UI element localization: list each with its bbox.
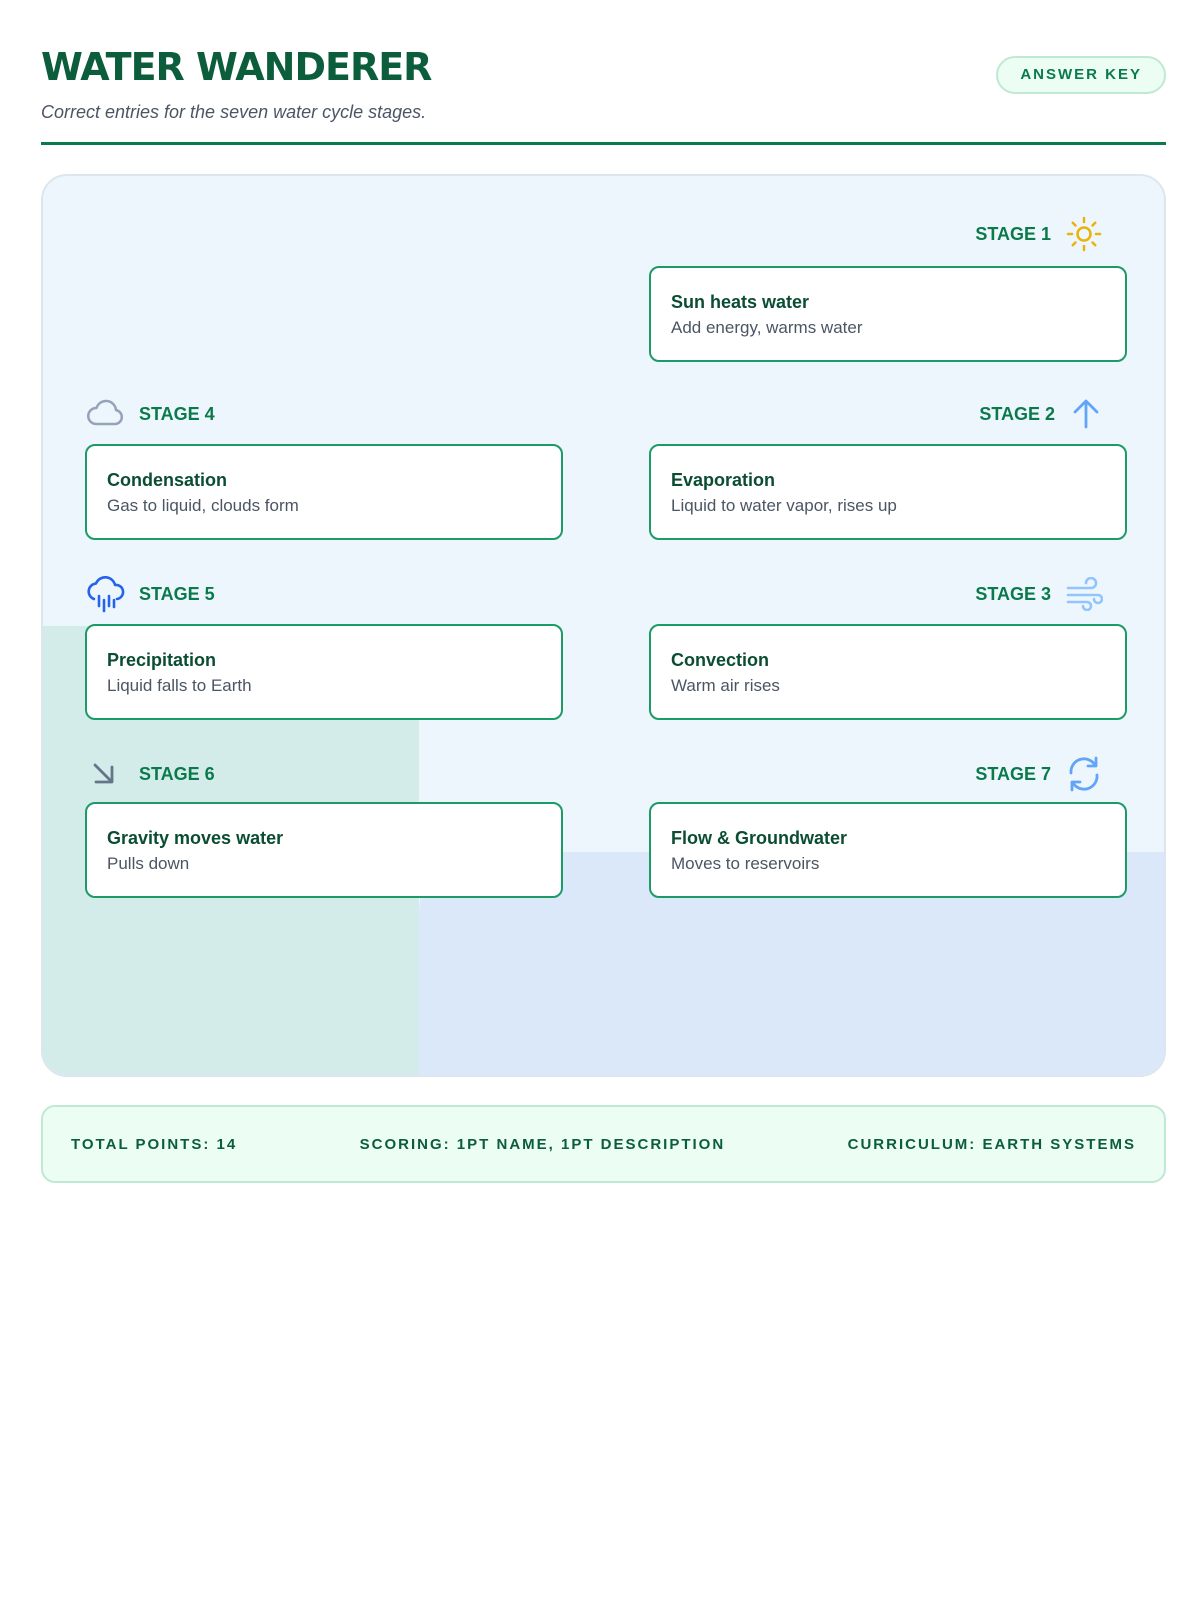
- answer-key-badge: ANSWER KEY: [996, 56, 1166, 94]
- stage-6-name: Gravity moves water: [107, 828, 284, 848]
- stage-7-description: Moves to reservoirs: [671, 854, 820, 873]
- stage-6-description: Pulls down: [107, 854, 190, 873]
- arrow-up-icon: [1069, 397, 1103, 431]
- stage-5-name: Precipitation: [107, 650, 217, 670]
- stage-4-name: Condensation: [107, 470, 227, 490]
- curriculum: CURRICULUM: EARTH SYSTEMS: [847, 1135, 1136, 1153]
- page-subtitle: Correct entries for the seven water cycle stages.: [41, 102, 427, 122]
- total-points: TOTAL POINTS: 14: [71, 1135, 238, 1153]
- cloud-icon: [85, 397, 125, 431]
- stage-5-label: [85, 574, 215, 614]
- stage-1-label: [803, 214, 1103, 254]
- stage-5-label-text: STAGE 5: [139, 583, 215, 604]
- stage-6-label: [85, 754, 215, 794]
- stage-3-name: Convection: [671, 650, 770, 670]
- stage-7-label-text: STAGE 7: [975, 763, 1051, 784]
- wind-icon: [1065, 577, 1103, 611]
- stage-1-card: [649, 266, 1127, 362]
- scoring-rule: SCORING: 1PT NAME, 1PT DESCRIPTION: [359, 1135, 726, 1153]
- scoring-footer: [41, 1105, 1166, 1183]
- page-header: [41, 44, 1166, 123]
- refresh-icon: [1065, 755, 1103, 793]
- stage-5-card: [85, 624, 563, 720]
- stage-3-label: [803, 574, 1103, 614]
- stage-3-description: Warm air rises: [671, 676, 780, 695]
- stage-2-label-text: STAGE 2: [979, 403, 1055, 424]
- stage-6-label-text: STAGE 6: [139, 763, 215, 784]
- stage-7-label: [803, 754, 1103, 794]
- stage-2-label: [803, 394, 1103, 434]
- stage-3-card: [649, 624, 1127, 720]
- stage-4-card: [85, 444, 563, 540]
- stage-4-label: [85, 394, 215, 434]
- stage-4-label-text: STAGE 4: [139, 403, 215, 424]
- header-divider: [41, 142, 1166, 145]
- stage-4-description: Gas to liquid, clouds form: [107, 496, 299, 515]
- stage-7-name: Flow & Groundwater: [671, 828, 848, 848]
- water-cycle-panel: [41, 174, 1166, 1077]
- stage-5-description: Liquid falls to Earth: [107, 676, 252, 695]
- stage-2-card: [649, 444, 1127, 540]
- arrow-down-right-icon: [85, 757, 125, 791]
- rain-cloud-icon: [85, 574, 125, 614]
- stage-7-card: [649, 802, 1127, 898]
- stage-1-description: Add energy, warms water: [671, 318, 863, 337]
- sun-icon: [1065, 215, 1103, 253]
- stage-2-name: Evaporation: [671, 470, 776, 490]
- stage-3-label-text: STAGE 3: [975, 583, 1051, 604]
- stage-1-name: Sun heats water: [671, 292, 810, 312]
- stage-6-card: [85, 802, 563, 898]
- stage-2-description: Liquid to water vapor, rises up: [671, 496, 897, 515]
- stage-1-label-text: STAGE 1: [975, 223, 1051, 244]
- page-title: WATER WANDERER: [41, 45, 432, 89]
